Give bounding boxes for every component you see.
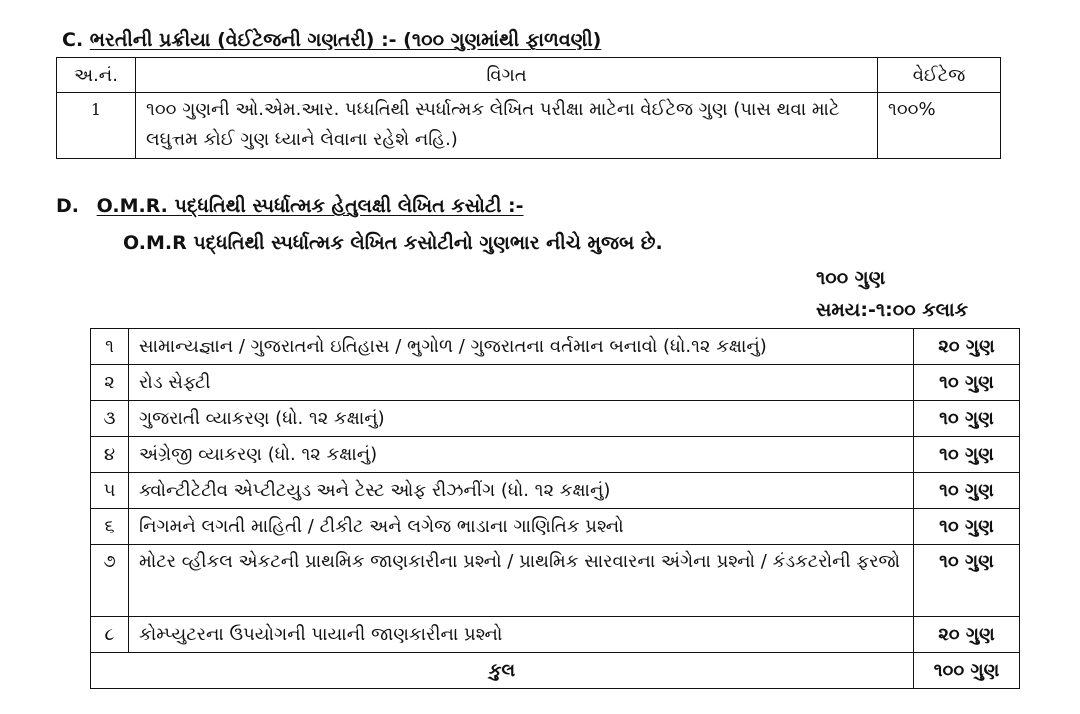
- row-marks: ૧૦ ગુણ: [914, 473, 1020, 509]
- table-row: [91, 545, 1020, 617]
- row-detail: ૧૦૦ ગુણની ઓ.એમ.આર. પધ્ધતિથી સ્પર્ધાત્મક લેખિત પરીક્ષા માટેના વેઈટેજ ગુણ (પાસ થવા માટે લઘુત્તમ કોઈ ગુણ ધ્યાને લેવાના રહેશે નહિ.): [136, 93, 878, 159]
- total-value: ૧૦૦ ગુણ: [914, 653, 1020, 689]
- row-marks: ૧૦ ગુણ: [914, 545, 1020, 617]
- row-subject: રોડ સેફ્ટી: [129, 365, 914, 401]
- table-row: [57, 93, 1001, 159]
- total-label: કુલ: [91, 653, 914, 689]
- table-row: [91, 437, 1020, 473]
- table-row: [91, 509, 1020, 545]
- header-serial: અ.નં.: [57, 58, 136, 93]
- row-marks: ૧૦ ગુણ: [914, 401, 1020, 437]
- row-marks: ૨૦ ગુણ: [914, 329, 1020, 365]
- row-subject: કોમ્પ્યુટરના ઉપયોગની પાયાની જાણકારીના પ્રશ્નો: [129, 617, 914, 653]
- row-subject: સામાન્યજ્ઞાન / ગુજરાતનો ઇતિહાસ / ભુગોળ / ગુજરાતના વર્તમાન બનાવો (ધો.૧૨ કક્ષાનું): [129, 329, 914, 365]
- row-serial: 1: [57, 93, 136, 159]
- duration-label: સમય:-૧:૦૦ કલાક: [816, 299, 969, 321]
- row-serial: ૭: [91, 545, 129, 617]
- row-serial: ૧: [91, 329, 129, 365]
- row-subject: મોટર વ્હીકલ એકટની પ્રાથમિક જાણકારીના પ્રશ્નો / પ્રાથમિક સારવારના અંગેના પ્રશ્નો / કંડકટરોની ફરજો: [129, 545, 914, 617]
- weightage-table-header: [57, 58, 1001, 93]
- section-d-subtitle: O.M.R પદ્ધતિથી સ્પર્ધાત્મક લેખિત કસોટીનો ગુણભાર નીચે મુજબ છે.: [123, 232, 663, 254]
- marks-distribution-table: [90, 328, 1020, 689]
- row-serial: ૫: [91, 473, 129, 509]
- section-c-title: ભરતીની પ્રક્રીયા (વેઈટેજની ગણતરી) :- (૧૦૦ ગુણમાંથી ફાળવણી): [89, 29, 602, 51]
- section-c-heading: [62, 29, 601, 51]
- row-marks: ૧૦ ગુણ: [914, 365, 1020, 401]
- row-serial: ૪: [91, 437, 129, 473]
- section-d-heading: [56, 195, 524, 217]
- table-row: [91, 329, 1020, 365]
- table-row: [91, 617, 1020, 653]
- header-weightage: વેઈટેજ: [878, 58, 1001, 93]
- row-subject: અંગ્રેજી વ્યાકરણ (ધો. ૧૨ કક્ષાનું): [129, 437, 914, 473]
- row-marks: ૧૦ ગુણ: [914, 509, 1020, 545]
- row-serial: ૨: [91, 365, 129, 401]
- row-serial: ૬: [91, 509, 129, 545]
- section-c-letter: C.: [62, 29, 84, 51]
- row-serial: ૩: [91, 401, 129, 437]
- table-row: [91, 473, 1020, 509]
- row-marks: ૧૦ ગુણ: [914, 437, 1020, 473]
- row-subject: નિગમને લગતી માહિતી / ટીકીટ અને લગેજ ભાડાના ગાણિતિક પ્રશ્નો: [129, 509, 914, 545]
- row-subject: ગુજરાતી વ્યાકરણ (ધો. ૧૨ કક્ષાનું): [129, 401, 914, 437]
- section-d-title: O.M.R. પદ્ધતિથી સ્પર્ધાત્મક હેતુલક્ષી લેખિત કસોટી :-: [96, 195, 524, 217]
- row-serial: ૮: [91, 617, 129, 653]
- weightage-table: [56, 57, 1001, 159]
- row-subject: ક્વોન્ટીટેટીવ એપ્ટીટયુડ અને ટેસ્ટ ઓફ રીઝનીંગ (ધો. ૧૨ કક્ષાનું): [129, 473, 914, 509]
- header-detail: વિગત: [136, 58, 878, 93]
- table-row: [91, 401, 1020, 437]
- total-marks-label: ૧૦૦ ગુણ: [816, 267, 886, 289]
- total-row: [91, 653, 1020, 689]
- row-marks: ૨૦ ગુણ: [914, 617, 1020, 653]
- section-d-letter: D.: [56, 195, 79, 217]
- row-weightage: ૧૦૦%: [878, 93, 1001, 159]
- table-row: [91, 365, 1020, 401]
